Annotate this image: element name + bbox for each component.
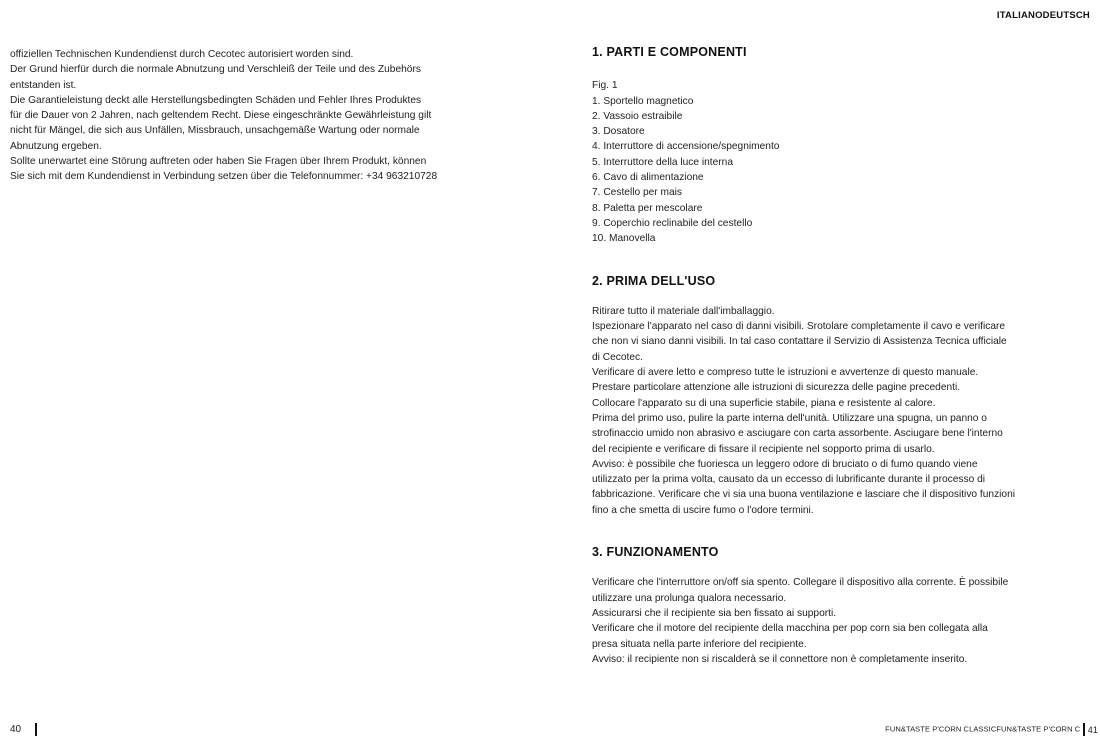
section-title: 2. PRIMA DELL'USO (592, 273, 716, 288)
left-line: entstanden ist. (10, 79, 77, 91)
parts-item: 2. Vassoio estraibile (592, 110, 683, 122)
body-line: del recipiente e verificare di fissare il recipiente nel sopporto prima di usarlo. (592, 443, 935, 455)
parts-fig-label: Fig. 1 (592, 80, 618, 92)
body-line: Prestare particolare attenzione alle istruzioni di sicurezza delle pagine precedenti. (592, 382, 961, 394)
body-line: fino a che smetta di uscire fumo o l'odore termini. (592, 504, 814, 516)
parts-list (592, 78, 1082, 246)
section-body (592, 575, 1082, 667)
body-line: Prima del primo uso, pulire la parte interna dell'unità. Utilizzare una spugna, un panno o (592, 412, 987, 424)
section-before-use (592, 274, 1082, 518)
section-operation (592, 545, 1082, 667)
left-line: offiziellen Technischen Kundendienst durch Cecotec autorisiert worden sind. (10, 49, 354, 60)
footer-left (10, 723, 37, 736)
left-line: Sollte unerwartet eine Störung auftreten oder haben Sie Fragen über Ihrem Produkt, können (10, 156, 427, 168)
parts-item: 9. Coperchio reclinabile del cestello (592, 217, 753, 229)
body-line: Ispezionare l'apparato nel caso di danni visibili. Srotolare completamente il cavo e verificare (592, 321, 1006, 333)
left-line: nicht für Mängel, die sich aus Unfällen, Missbrauch, unsachgemäße Wartung oder normale (10, 125, 420, 137)
section-title: 1. PARTI E COMPONENTI (592, 45, 747, 59)
page-number-left: 40 (10, 724, 22, 735)
left-line: für die Dauer von 2 Jahren, nach geltendem Recht. Diese eingeschränkte Gewährleistung gilt (10, 110, 432, 122)
body-line: utilizzare una prolunga qualora necessario. (592, 592, 787, 604)
parts-item: 5. Interruttore della luce interna (592, 156, 734, 168)
left-line: Sie sich mit dem Kundendienst in Verbindung setzen über die Telefonnummer: +34 963210728 (10, 171, 438, 183)
page-number-right: 41 (1087, 724, 1098, 735)
body-line: utilizzato per la prima volta, causato da un eccesso di lubrificante durante il processo di (592, 474, 985, 486)
body-line: presa situata nella parte inferiore del recipiente. (592, 638, 807, 650)
language-header: ITALIANODEUTSCH (996, 10, 1090, 21)
footer-right (885, 723, 1100, 736)
left-column (10, 47, 510, 185)
left-line: Die Garantieleistung deckt alle Herstellungsbedingten Schäden und Fehler Ihres Produktes (10, 94, 422, 106)
body-line: Verificare che il motore del recipiente della macchina per pop corn sia ben collegata alla (592, 623, 988, 635)
body-line: di Cecotec. (592, 351, 643, 363)
body-line: Ritirare tutto il materiale dall'imballaggio. (592, 305, 775, 317)
right-column (592, 45, 1082, 667)
footer-divider (1083, 723, 1085, 736)
body-line: strofinaccio umido non abrasivo e asciugare con carta assorbente. Asciugare bene l'interno (592, 428, 1003, 440)
section-body (592, 304, 1082, 518)
parts-item: 1. Sportello magnetico (592, 95, 694, 107)
body-line: Verificare di avere letto e compreso tutte le istruzioni e avvertenze di questo manuale. (592, 367, 979, 379)
parts-item: 7. Cestello per mais (592, 187, 683, 199)
product-name-footer: FUN&TASTE P'CORN CLASSICFUN&TASTE P'CORN C (885, 724, 1081, 734)
body-line: che non vi siano danni visibili. In tal caso contattare il Servizio di Assistenza Tecnica ufficiale (592, 336, 1007, 348)
body-line: Avviso: è possibile che fuoriesca un leggero odore di bruciato o di fumo quando viene (592, 458, 978, 470)
section-parts (592, 45, 1082, 247)
parts-item: 4. Interruttore di accensione/spegnimento (592, 141, 780, 153)
parts-item: 8. Paletta per mescolare (592, 202, 703, 214)
body-line: fabbricazione. Verificare che vi sia una buona ventilazione e lasciare che il dispositivo funzioni (592, 489, 1016, 501)
body-line: Assicurarsi che il recipiente sia ben fissato ai supporti. (592, 607, 837, 619)
body-line: Avviso: il recipiente non si riscalderà se il connettore non è completamente inserito. (592, 653, 968, 665)
parts-item: 3. Dosatore (592, 126, 645, 138)
footer-divider (35, 723, 37, 736)
section-title: 3. FUNZIONAMENTO (592, 545, 719, 560)
parts-item: 6. Cavo di alimentazione (592, 172, 704, 184)
left-line: Abnutzung ergeben. (10, 140, 102, 152)
body-line: Verificare che l'interruttore on/off sia spento. Collegare il dispositivo alla corrente. È possibile (592, 577, 1009, 589)
body-line: Collocare l'apparato su di una superficie stabile, piana e resistente al calore. (592, 397, 936, 409)
parts-item: 10. Manovella (592, 233, 656, 245)
left-line: Der Grund hierfür durch die normale Abnutzung und Verschleiß der Teile und des Zubehörs (10, 64, 421, 76)
